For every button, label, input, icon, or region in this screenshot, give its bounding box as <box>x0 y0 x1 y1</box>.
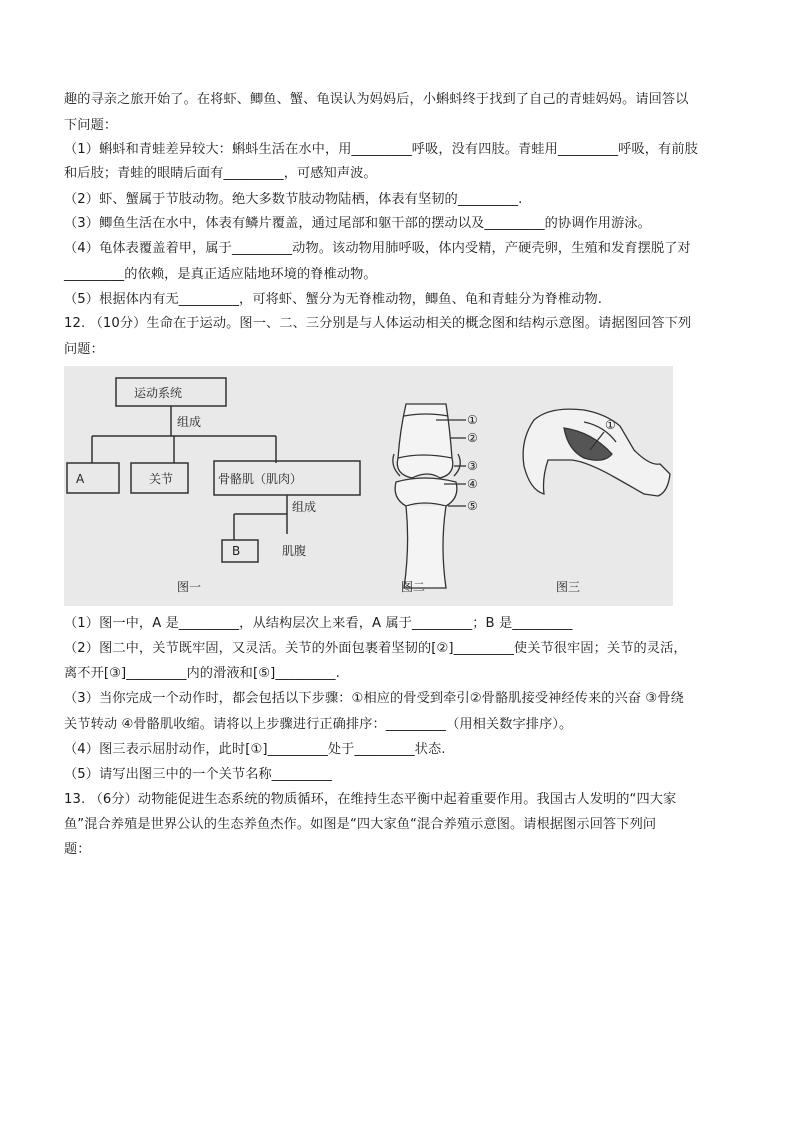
fig3-arm-diagram <box>523 409 670 496</box>
fig2-label-1: ① <box>467 413 478 427</box>
fig1-box-a <box>67 463 119 493</box>
fig1-edge2-label: 组成 <box>292 500 317 514</box>
text-line: （1）蝌蚪和青蛙差异较大：蝌蚪生活在水中，用_________呼吸，没有四肢。青蛙用_________呼吸，有前肢 <box>64 142 698 157</box>
figure-muscle-joint-diagrams <box>64 366 673 606</box>
question-12-heading: 12. （10分）生命在于运动。图一、二、三分别是与人体运动相关的概念图和结构示意图。请据图回答下列 <box>64 316 692 331</box>
text-line: 问题： <box>64 342 104 357</box>
text-line: （2）图二中，关节既牢固，又灵活。关节的外面包裹着坚韧的[②]_________使关节很牢固；关节的灵活， <box>64 641 687 656</box>
fig1-muscle-label: 骨骼肌（肌肉） <box>218 472 303 486</box>
text-line: （3）当你完成一个动作时，都会包括以下步骤：①相应的骨受到牵引②骨骼肌接受神经传来的兴奋 ③骨绕 <box>64 691 684 706</box>
fig2-joint-diagram <box>393 404 466 588</box>
text-line: （1）图一中，A 是_________，从结构层次上来看，A 属于_________；B 是_________ <box>64 616 573 631</box>
text-line: （3）鲫鱼生活在水中，体表有鳞片覆盖，通过尾部和躯干部的摆动以及_________的协调作用游泳。 <box>64 216 651 231</box>
text-line: 离不开[③]_________内的滑液和[⑤]_________. <box>64 666 340 681</box>
fig1-b-label: B <box>232 544 241 558</box>
fig1-caption: 图一 <box>177 580 202 594</box>
text-line: 和后肢；青蛙的眼睛后面有_________，可感知声波。 <box>64 166 377 181</box>
fig3-caption: 图三 <box>556 580 581 594</box>
text-line: （2）虾、蟹属于节肢动物。绝大多数节肢动物陆栖，体表有坚韧的_________. <box>64 192 523 207</box>
fig3-label-1: ① <box>605 418 616 432</box>
fig1-labels <box>76 385 316 594</box>
fig1-leaf-label: 肌腹 <box>282 544 307 558</box>
text-line: 关节转动 ④骨骼肌收缩。请将以上步骤进行正确排序：_________（用相关数字排序）。 <box>64 717 573 732</box>
fig1-edge1-label: 组成 <box>177 415 202 429</box>
fig2-label-3: ③ <box>467 459 478 473</box>
text-line: （4）龟体表覆盖着甲，属于_________动物。该动物用肺呼吸，体内受精，产硬壳卵，生殖和发育摆脱了对 <box>64 241 691 256</box>
fig2-caption: 图二 <box>401 580 426 594</box>
fig2-label-4: ④ <box>467 477 478 491</box>
text-line: （4）图三表示屈肘动作，此时[①]_________处于_________状态. <box>64 742 446 757</box>
text-line: 趣的寻亲之旅开始了。在将虾、鲫鱼、蟹、龟误认为妈妈后，小蝌蚪终于找到了自己的青蛙妈妈。请回答以 <box>64 92 689 107</box>
question-13-heading: 13. （6分）动物能促进生态系统的物质循环，在维持生态平衡中起着重要作用。我国古人发明的“四大家 <box>64 792 677 807</box>
fig1-joint-label: 关节 <box>149 472 174 486</box>
fig1-a-label: A <box>76 472 85 486</box>
text-line: （5）请写出图三中的一个关节名称_________ <box>64 767 333 782</box>
text-line: （5）根据体内有无_________，可将虾、蟹分为无脊椎动物，鲫鱼、龟和青蛙分为脊椎动物. <box>64 292 603 307</box>
text-line: 题： <box>64 842 91 857</box>
text-line: 鱼”混合养殖是世界公认的生态养鱼杰作。如图是“四大家鱼“混合养殖示意图。请根据图示回答下列问 <box>64 817 657 832</box>
fig1-root-label: 运动系统 <box>134 386 183 400</box>
figure-svg <box>64 366 673 606</box>
fig2-label-5: ⑤ <box>467 499 478 513</box>
fig2-label-2: ② <box>467 431 478 445</box>
text-line: 下问题： <box>64 118 118 133</box>
text-line: _________的依赖，是真正适应陆地环境的脊椎动物。 <box>64 267 377 282</box>
fig1-concept-map <box>67 378 360 562</box>
